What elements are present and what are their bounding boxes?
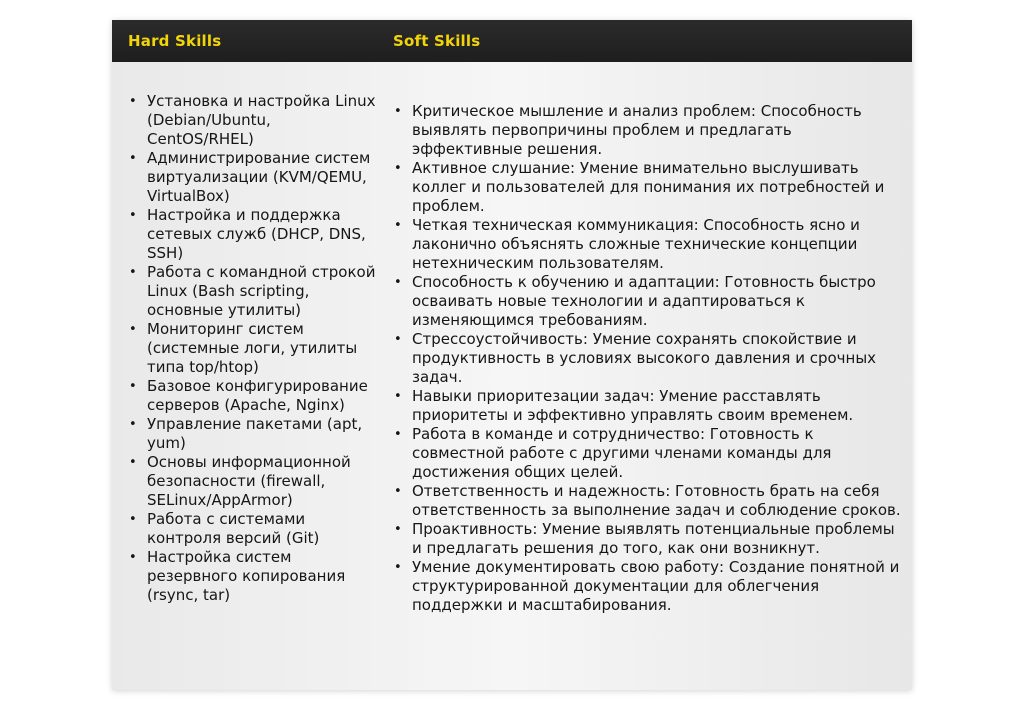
bullet-icon: • [129, 265, 137, 280]
soft-skill-text: Навыки приоритезации задач: Умение расставлять приоритеты и эффективно управлять своим временем. [412, 387, 854, 424]
bullet-icon: • [394, 161, 402, 176]
bullet-icon: • [129, 550, 137, 565]
soft-skill-text: Способность к обучению и адаптации: Готовность быстро осваивать новые технологии и адаптироваться к изменяющимся требованиям. [412, 273, 876, 329]
soft-skill-text: Критическое мышление и анализ проблем: Способность выявлять первопричины проблем и предлагать эффективные решения. [412, 102, 862, 158]
bullet-icon: • [394, 104, 402, 119]
bullet-icon: • [394, 332, 402, 347]
list-item [128, 377, 378, 415]
bullet-icon: • [394, 484, 402, 499]
soft-skill-text: Активное слушание: Умение внимательно выслушивать коллег и пользователей для понимания их потребностей и проблем. [412, 159, 885, 215]
list-item [393, 159, 903, 216]
bullet-icon: • [129, 322, 137, 337]
list-item [393, 102, 903, 159]
hard-skill-text: Настройка и поддержка сетевых служб (DHCP, DNS, SSH) [147, 206, 366, 262]
hard-skill-text: Мониторинг систем (системные логи, утилиты типа top/htop) [147, 320, 358, 376]
list-item [393, 330, 903, 387]
soft-skill-text: Ответственность и надежность: Готовность брать на себя ответственность за выполнение задач и соблюдение сроков. [412, 482, 901, 519]
list-item [128, 92, 378, 149]
hard-skill-text: Администрирование систем виртуализации (KVM/QEMU, VirtualBox) [147, 149, 371, 205]
bullet-icon: • [394, 218, 402, 233]
list-item [393, 482, 903, 520]
list-item [393, 425, 903, 482]
soft-skill-text: Проактивность: Умение выявлять потенциальные проблемы и предлагать решения до того, как они возникнут. [412, 520, 895, 557]
list-item [128, 548, 378, 605]
hard-skill-text: Базовое конфигурирование серверов (Apache, Nginx) [147, 377, 368, 414]
hard-skill-text: Настройка систем резервного копирования (rsync, tar) [147, 548, 346, 604]
header-hard-skills: Hard Skills [128, 32, 222, 50]
soft-skill-text: Умение документировать свою работу: Создание понятной и структурированной документации для облегчения поддержки и масштабирования. [412, 558, 900, 614]
skills-table [112, 20, 912, 690]
hard-skill-text: Управление пакетами (apt, yum) [147, 415, 363, 452]
list-item [393, 273, 903, 330]
soft-skill-text: Четкая техническая коммуникация: Способность ясно и лаконично объяснять сложные технические концепции нетехническим пользователям. [412, 216, 860, 272]
bullet-icon: • [129, 379, 137, 394]
list-item [128, 206, 378, 263]
soft-skills-list [393, 102, 903, 615]
bullet-icon: • [129, 151, 137, 166]
hard-skill-text: Установка и настройка Linux (Debian/Ubuntu, CentOS/RHEL) [147, 92, 376, 148]
table-header [112, 20, 912, 62]
header-soft-skills: Soft Skills [393, 32, 481, 50]
bullet-icon: • [129, 455, 137, 470]
list-item [393, 387, 903, 425]
bullet-icon: • [129, 512, 137, 527]
hard-skills-list [128, 92, 378, 605]
list-item [128, 510, 378, 548]
list-item [128, 453, 378, 510]
list-item [393, 520, 903, 558]
bullet-icon: • [129, 94, 137, 109]
list-item [393, 558, 903, 615]
list-item [128, 320, 378, 377]
list-item [393, 216, 903, 273]
bullet-icon: • [394, 560, 402, 575]
hard-skill-text: Основы информационной безопасности (firewall, SELinux/AppArmor) [147, 453, 351, 509]
hard-skill-text: Работа с командной строкой Linux (Bash scripting, основные утилиты) [147, 263, 376, 319]
list-item [128, 263, 378, 320]
soft-skill-text: Работа в команде и сотрудничество: Готовность к совместной работе с другими членами команды для достижения общих целей. [412, 425, 832, 481]
bullet-icon: • [394, 522, 402, 537]
list-item [128, 149, 378, 206]
bullet-icon: • [129, 208, 137, 223]
bullet-icon: • [394, 275, 402, 290]
list-item [128, 415, 378, 453]
bullet-icon: • [129, 417, 137, 432]
bullet-icon: • [394, 427, 402, 442]
hard-skill-text: Работа с системами контроля версий (Git) [147, 510, 320, 547]
soft-skill-text: Стрессоустойчивость: Умение сохранять спокойствие и продуктивность в условиях высокого давления и срочных задач. [412, 330, 877, 386]
bullet-icon: • [394, 389, 402, 404]
